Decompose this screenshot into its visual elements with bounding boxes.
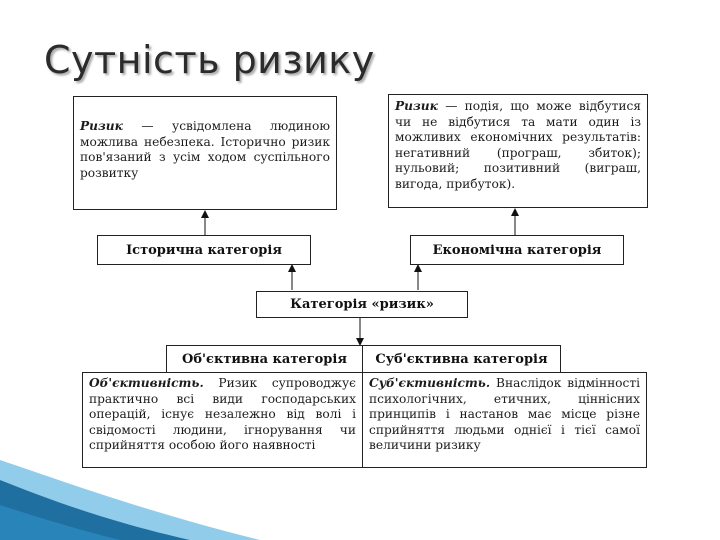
subjective-category-box <box>362 345 561 373</box>
subjective-category-label: Суб'єктивна категорія <box>375 351 548 367</box>
objective-category-box <box>166 345 363 373</box>
objective-category-label: Об'єктивна категорія <box>182 351 347 367</box>
risk-definition-economic <box>388 94 648 208</box>
economic-category-label: Економічна категорія <box>432 242 602 258</box>
objectivity-text: Ризик супроводжує практично всі види господарських операцій, існує незалежно від волі і свідомості людини, ігнорування чи сприйняття особою його наявності <box>89 376 356 452</box>
risk-category-box <box>256 291 468 318</box>
historical-category-label: Історична категорія <box>126 242 282 258</box>
term-risk: Ризик <box>80 119 123 133</box>
subjectivity-description <box>362 372 647 468</box>
term-objectivity: Об'єктивність. <box>89 376 204 390</box>
subjectivity-text: Внаслідок відмінності психологічних, етичних, ціннісних принципів і настанов має місце різне сприйняття людьми однієї і тієї самої величини ризику <box>369 376 640 452</box>
slide-title: Сутність ризику <box>44 38 375 82</box>
corner-decoration <box>0 450 260 540</box>
definition-text: — усвідомлена людиною можлива небезпека. Історично ризик пов'язаний з усім ходом суспільного розвитку <box>80 119 330 180</box>
historical-category-box <box>97 235 311 265</box>
economic-category-box <box>410 235 624 265</box>
risk-category-label: Категорія «ризик» <box>290 297 434 312</box>
definition-text: — подія, що може відбутися чи не відбутися та мати один із можливих економічних результатів: негативний (програш, збиток); нульовий; позитивний (виграш, вигода, прибуток). <box>395 99 641 191</box>
term-risk: Ризик <box>395 99 438 113</box>
risk-definition-historical <box>73 96 337 210</box>
term-subjectivity: Суб'єктивність. <box>369 376 491 390</box>
